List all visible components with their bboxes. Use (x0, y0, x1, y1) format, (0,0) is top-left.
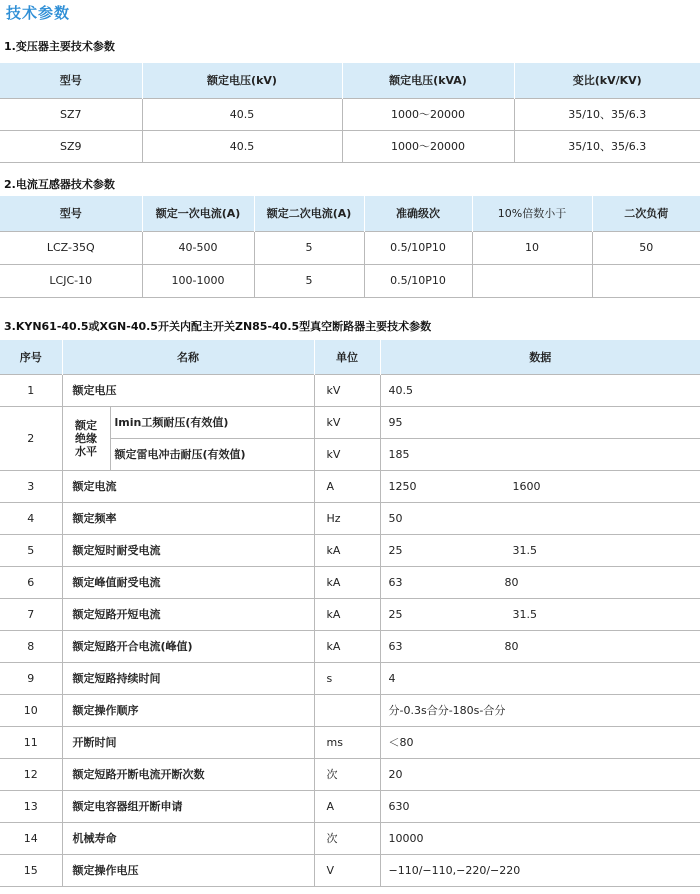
param-value (380, 470, 700, 502)
param-value (380, 726, 700, 758)
value-1: 分-0.3s合分-180s-合分 (388, 704, 506, 717)
col-header: 额定电压(kV) (142, 63, 342, 98)
param-value (380, 694, 700, 726)
table-cell: 0.5/10P10 (364, 231, 472, 264)
value-2: 80 (504, 639, 519, 653)
param-name: 额定操作顺序 (62, 694, 314, 726)
value-1: 1250 (388, 479, 417, 493)
param-unit: kA (314, 566, 380, 598)
param-name: 额定电压 (62, 374, 314, 406)
table-header-row (0, 63, 700, 98)
value-1: 10000 (388, 831, 424, 845)
col-header: 名称 (62, 340, 314, 374)
value-1: 63 (388, 639, 403, 653)
param-value (380, 566, 700, 598)
table-cell: LCJC-10 (0, 264, 142, 297)
row-number: 4 (0, 502, 62, 534)
table-row (0, 790, 700, 822)
param-unit: kV (314, 374, 380, 406)
param-unit (314, 694, 380, 726)
table-cell (472, 264, 592, 297)
section3-title: 3.KYN61-40.5或XGN-40.5开关内配主开关ZN85-40.5型真空断路器主要技术参数 (4, 320, 432, 333)
table-row (0, 566, 700, 598)
row-number: 7 (0, 598, 62, 630)
table-cell: 0.5/10P10 (364, 264, 472, 297)
row-number: 6 (0, 566, 62, 598)
param-unit: s (314, 662, 380, 694)
table-row (0, 694, 700, 726)
col-header: 二次负荷 (592, 196, 700, 231)
param-name: 额定短路开短电流 (62, 598, 314, 630)
col-header: 额定二次电流(A) (254, 196, 364, 231)
param-name: lmin工频耐压(有效值) (110, 406, 314, 438)
value-1: 630 (388, 799, 410, 813)
row-number: 12 (0, 758, 62, 790)
param-name: 额定短路开合电流(峰值) (62, 630, 314, 662)
table-header-row (0, 340, 700, 374)
table-cell: 40-500 (142, 231, 254, 264)
table-cell: SZ7 (0, 98, 142, 130)
param-value (380, 822, 700, 854)
table-row (0, 130, 700, 162)
row-number: 9 (0, 662, 62, 694)
param-unit: kA (314, 598, 380, 630)
table-cell: 50 (592, 231, 700, 264)
current-transformer-table (0, 196, 700, 298)
value-1: 25 (388, 543, 403, 557)
param-value (380, 790, 700, 822)
table-row (0, 598, 700, 630)
row-number: 13 (0, 790, 62, 822)
col-header: 变比(kV/KV) (514, 63, 700, 98)
param-name: 额定短路持续时间 (62, 662, 314, 694)
param-name: 额定峰值耐受电流 (62, 566, 314, 598)
section1-title: 1.变压器主要技术参数 (4, 40, 115, 53)
row-number: 1 (0, 374, 62, 406)
table-row (0, 534, 700, 566)
col-header: 单位 (314, 340, 380, 374)
value-2: 1600 (512, 479, 541, 493)
table-row (0, 822, 700, 854)
param-name: 额定雷电冲击耐压(有效值) (110, 438, 314, 470)
param-unit: V (314, 854, 380, 886)
insulation-group-text: 额定绝缘水平 (75, 418, 97, 458)
col-header: 型号 (0, 63, 142, 98)
param-unit: kV (314, 406, 380, 438)
param-name: 额定电容器组开断申请 (62, 790, 314, 822)
section2-title: 2.电流互感器技术参数 (4, 178, 115, 191)
value-1: ＜80 (388, 736, 414, 749)
transformer-table (0, 63, 700, 163)
col-header: 序号 (0, 340, 62, 374)
table-cell: 35/10、35/6.3 (514, 130, 700, 162)
param-value (380, 374, 700, 406)
table-cell (592, 264, 700, 297)
row-number: 3 (0, 470, 62, 502)
value-1: 4 (388, 671, 396, 685)
param-unit: 次 (314, 822, 380, 854)
row-number: 8 (0, 630, 62, 662)
row-number: 14 (0, 822, 62, 854)
table-row (0, 98, 700, 130)
value-1: 20 (388, 767, 403, 781)
table-cell: 5 (254, 264, 364, 297)
table-cell: 1000～20000 (342, 130, 514, 162)
param-name: 额定短时耐受电流 (62, 534, 314, 566)
param-name: 额定短路开断电流开断次数 (62, 758, 314, 790)
param-value (380, 598, 700, 630)
table-cell: 35/10、35/6.3 (514, 98, 700, 130)
value-1: 95 (388, 415, 403, 429)
param-unit: ms (314, 726, 380, 758)
table-cell: LCZ-35Q (0, 231, 142, 264)
param-value (380, 662, 700, 694)
table-cell: 1000～20000 (342, 98, 514, 130)
col-header: 额定电压(kVA) (342, 63, 514, 98)
row-number: 15 (0, 854, 62, 886)
col-header: 准确级次 (364, 196, 472, 231)
table-cell: 40.5 (142, 130, 342, 162)
row-number: 11 (0, 726, 62, 758)
value-1: 185 (388, 447, 410, 461)
param-value (380, 534, 700, 566)
col-header: 型号 (0, 196, 142, 231)
col-header: 10%倍数小于 (472, 196, 592, 231)
table-row (0, 630, 700, 662)
param-name: 额定操作电压 (62, 854, 314, 886)
table-cell: 10 (472, 231, 592, 264)
param-name: 额定电流 (62, 470, 314, 502)
param-value (380, 854, 700, 886)
param-unit: kA (314, 534, 380, 566)
row-number: 10 (0, 694, 62, 726)
table-row (0, 374, 700, 406)
value-2: 31.5 (512, 607, 537, 621)
value-1: 25 (388, 607, 403, 621)
value-1: 63 (388, 575, 403, 589)
table-cell: SZ9 (0, 130, 142, 162)
row-number: 5 (0, 534, 62, 566)
param-value (380, 758, 700, 790)
param-name: 机械寿命 (62, 822, 314, 854)
table-row (0, 662, 700, 694)
param-value (380, 502, 700, 534)
page-title: 技术参数 (6, 4, 71, 22)
param-unit: Hz (314, 502, 380, 534)
param-value (380, 438, 700, 470)
table-row (0, 264, 700, 297)
table-cell: 100-1000 (142, 264, 254, 297)
value-2: 31.5 (512, 543, 537, 557)
param-value (380, 630, 700, 662)
table-row (0, 406, 700, 438)
table-cell: 40.5 (142, 98, 342, 130)
insulation-group-label (62, 406, 110, 470)
table-row (0, 502, 700, 534)
param-unit: A (314, 470, 380, 502)
value-1: 50 (388, 511, 403, 525)
value-1: 40.5 (388, 383, 413, 397)
table-header-row (0, 196, 700, 231)
table-row (0, 231, 700, 264)
param-unit: kA (314, 630, 380, 662)
table-row (0, 758, 700, 790)
param-unit: A (314, 790, 380, 822)
table-cell: 5 (254, 231, 364, 264)
param-unit: 次 (314, 758, 380, 790)
value-2: 80 (504, 575, 519, 589)
col-header: 数据 (380, 340, 700, 374)
col-header: 额定一次电流(A) (142, 196, 254, 231)
param-unit: kV (314, 438, 380, 470)
table-row (0, 854, 700, 886)
table-row (0, 470, 700, 502)
table-row (0, 726, 700, 758)
value-1: −110/−110,−220/−220 (388, 863, 521, 877)
param-name: 额定频率 (62, 502, 314, 534)
param-value (380, 406, 700, 438)
breaker-params-table (0, 340, 700, 887)
param-name: 开断时间 (62, 726, 314, 758)
row-number: 2 (0, 406, 62, 470)
